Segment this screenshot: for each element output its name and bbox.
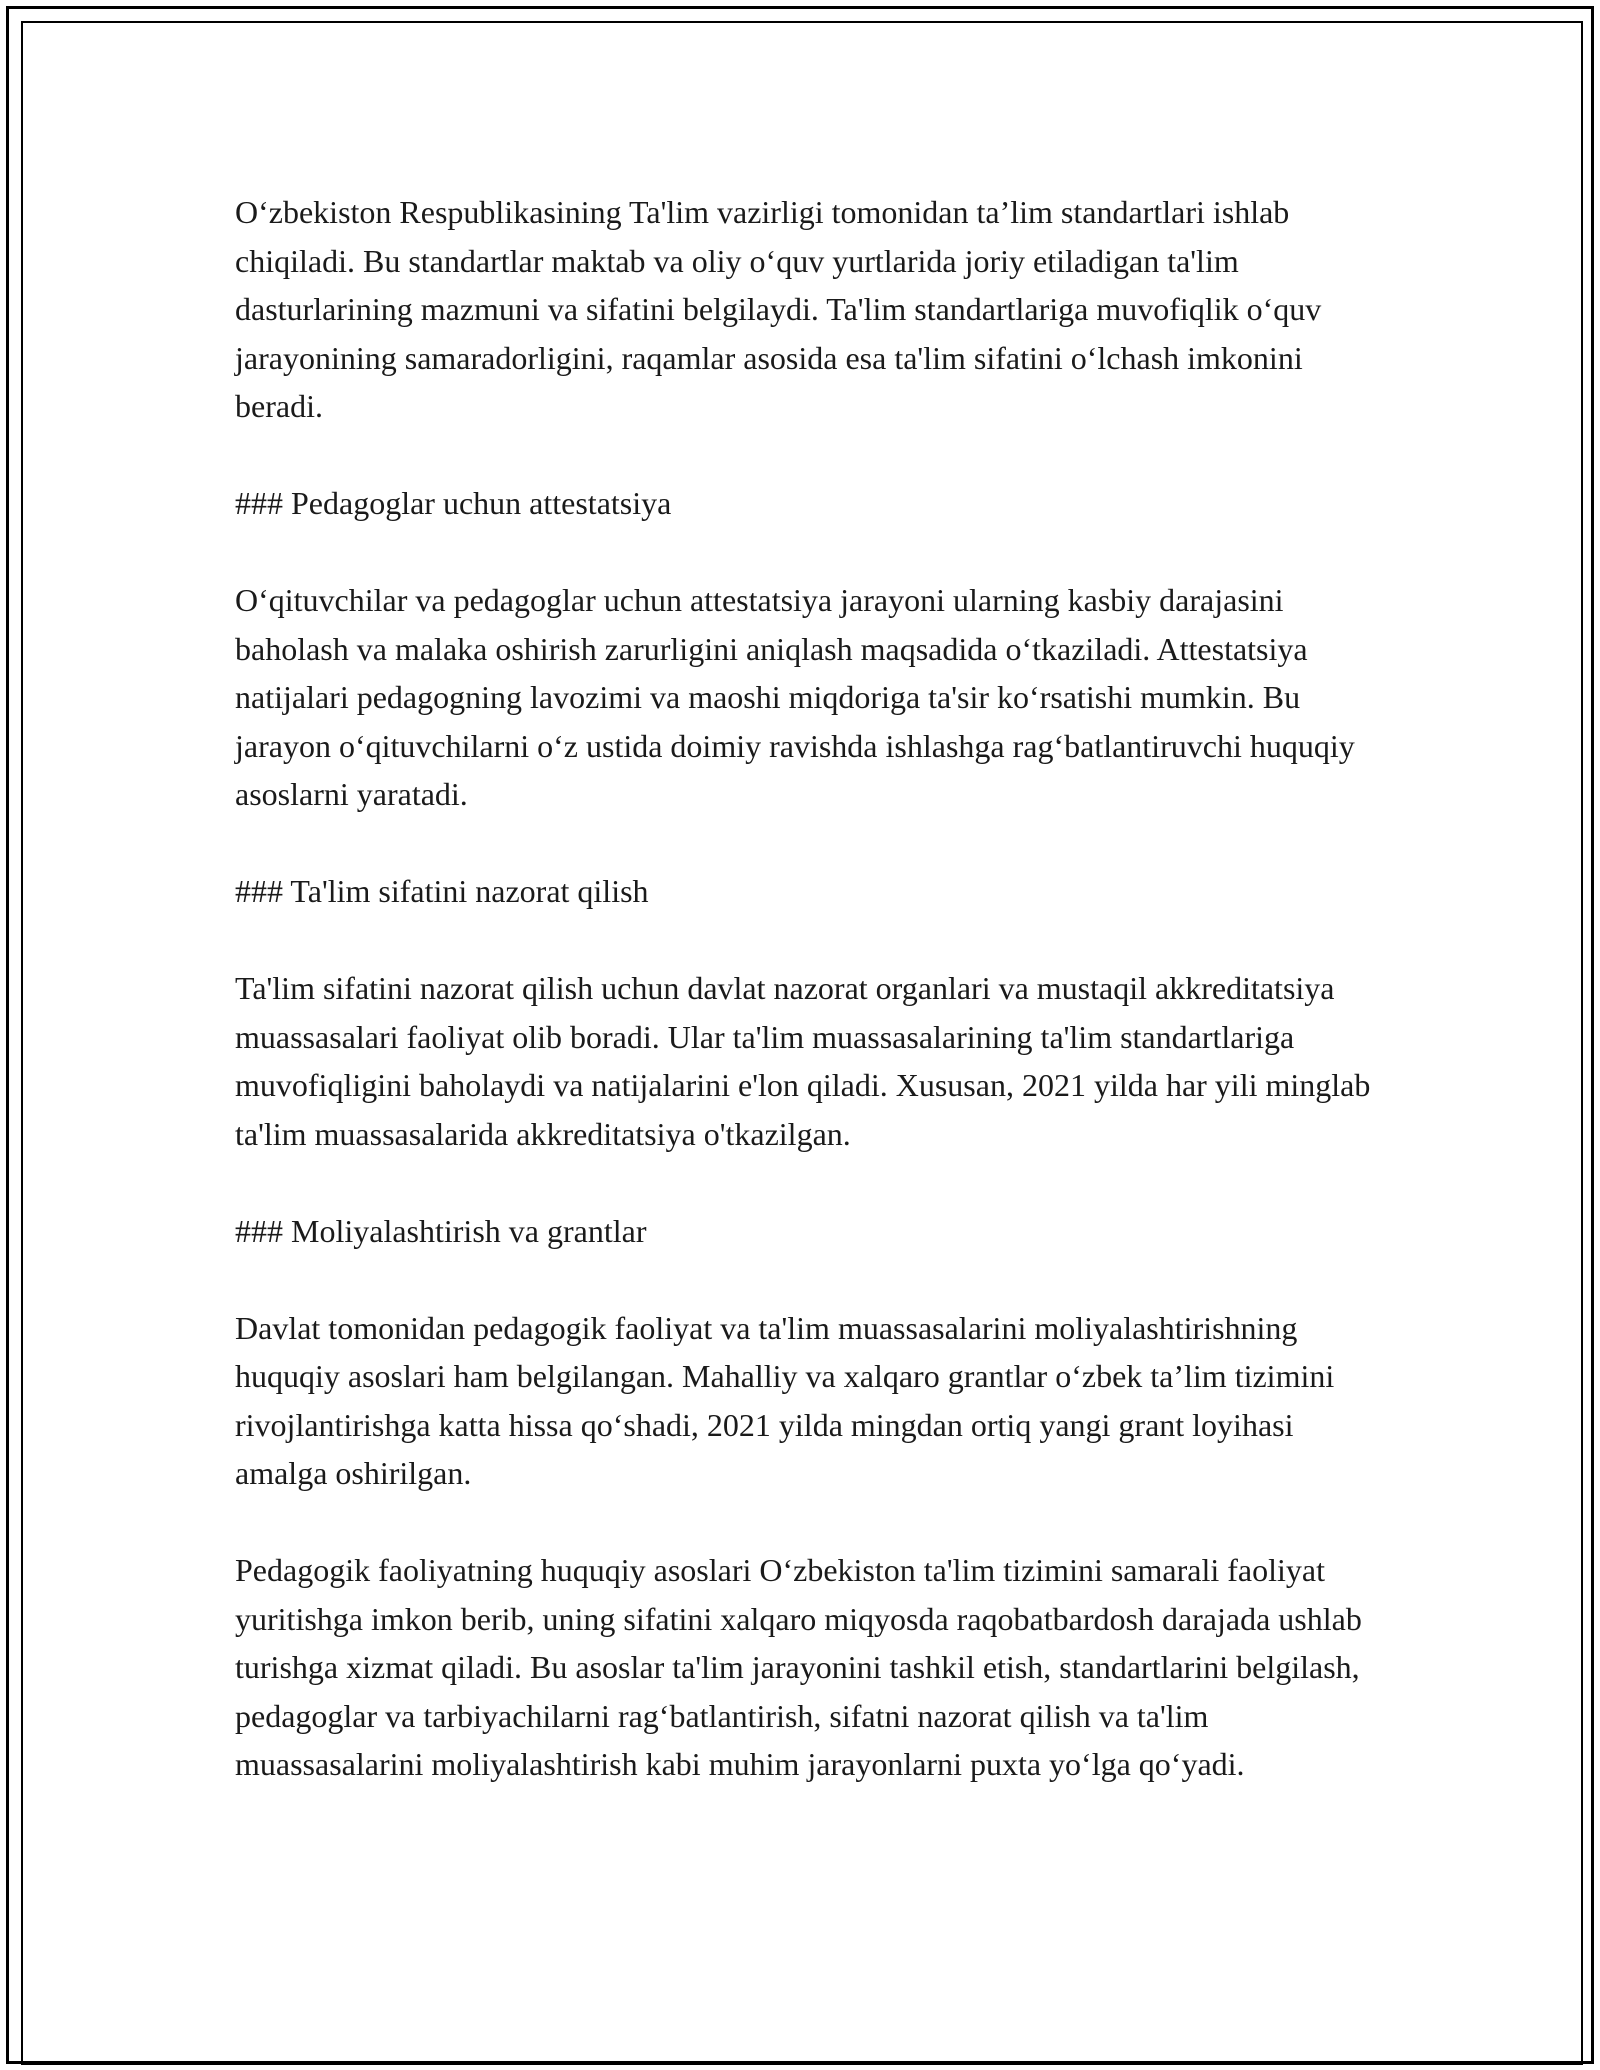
heading-funding-grants: ### Moliyalashtirish va grantlar — [235, 1212, 647, 1249]
paragraph-conclusion: Pedagogik faoliyatning huquqiy asoslari Oʻzbekiston ta'lim tizimini samarali faoliyat yuritishga imkon berib, uning sifatini xalqaro miqyosda raqobatbardosh darajada ushlab turishga xizmat qiladi. Bu asoslar ta'lim jarayonini tashkil etish, standartlarini belgilash, pedagoglar va tarbiyachilarni ragʻbatlantirish, sifatni nazorat qilish va ta'lim muassasalarini moliyalashtirish kabi muhim jarayonlarni puxta yoʻlga qoʻyadi. — [235, 1552, 1362, 1782]
paragraph-funding-grants: Davlat tomonidan pedagogik faoliyat va ta'lim muassasalarini moliyalashtirishning huquqiy asoslari ham belgilangan. Mahalliy va xalqaro grantlar oʻzbek ta’lim tizimini rivojlantirishga katta hissa qoʻshadi, 2021 yilda mingdan ortiq yangi grant loyihasi amalga oshirilgan. — [235, 1309, 1335, 1491]
paragraph-standards: Oʻzbekiston Respublikasining Ta'lim vazirligi tomonidan ta’lim standartlari ishlab chiqiladi. Bu standartlar maktab va oliy oʻquv yurtlarida joriy etiladigan ta'lim dasturlarining mazmuni va sifatini belgilaydi. Ta'lim standartlariga muvofiqlik oʻquv jarayonining samaradorligini, raqamlar asosida esa ta'lim sifatini oʻlchash imkonini beradi. — [235, 194, 1322, 424]
heading-quality-control: ### Ta'lim sifatini nazorat qilish — [235, 873, 649, 909]
paragraph-quality-control: Ta'lim sifatini nazorat qilish uchun davlat nazorat organlari va mustaqil akkreditatsiya muassasalari faoliyat olib boradi. Ular ta'lim muassasalarining ta'lim standartlariga muvofiqligini baholaydi va natijalarini e'lon qiladi. Xususan, 2021 yilda har yili minglab ta'lim muassasalarida akkreditatsiya o'tkazilgan. — [235, 970, 1371, 1152]
heading-attestation: ### Pedagoglar uchun attestatsiya — [235, 485, 672, 521]
document-body — [235, 188, 1375, 1789]
paragraph-attestation: Oʻqituvchilar va pedagoglar uchun attestatsiya jarayoni ularning kasbiy darajasini baholash va malaka oshirish zarurligini aniqlash maqsadida oʻtkaziladi. Attestatsiya natijalari pedagogning lavozimi va maoshi miqdoriga ta'sir koʻrsatishi mumkin. Bu jarayon oʻqituvchilarni oʻz ustida doimiy ravishda ishlashga ragʻbatlantiruvchi huquqiy asoslarni yaratadi. — [235, 582, 1355, 812]
